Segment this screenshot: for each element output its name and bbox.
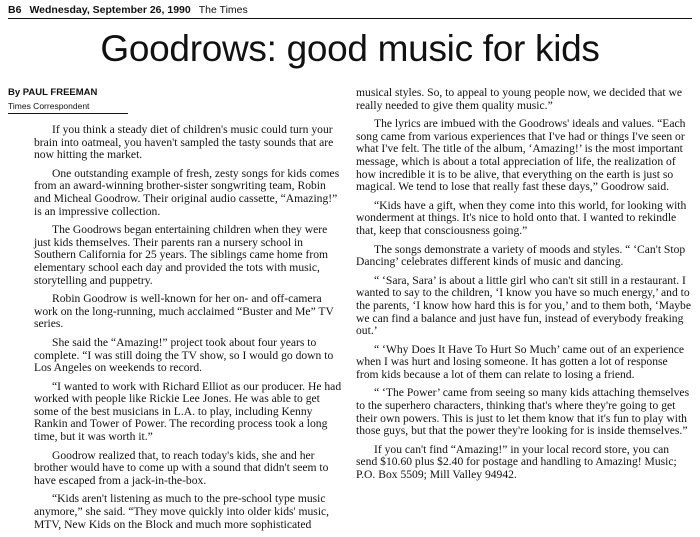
left-column bbox=[8, 87, 344, 537]
article-paragraph: “Kids aren't listening as much to the pre-school type music anymore,” she said. “They move quickly into older kids' music, MTV, New Kids on the Block and much more sophisticated bbox=[34, 492, 330, 531]
article-paragraph: “I wanted to work with Richard Elliot as our producer. He had worked with people like Rickie Lee Jones. He was able to get some of the best musicians in L.A. to play, including Kenny Rankin and Tower of Power. The recording process took a long time, but it was worth it.” bbox=[34, 379, 342, 444]
article-paragraph: If you think a steady diet of children's music could turn your brain into oatmeal, you haven't sampled the tasty sounds that are now hitting the market. bbox=[34, 123, 334, 162]
article-paragraph: Robin Goodrow is well-known for her on- and off-camera work on the long-running, much acclaimed “Buster and Me” TV series. bbox=[34, 292, 334, 331]
article-paragraph: “ ‘Sara, Sara’ is about a little girl who can't sit still in a restaurant. I wanted to say to the children, ‘I know you have so much energy,’ and to the parents, ‘I know how hard this is for you,’ and to them both, ‘Maybe we can find a balance and just have fun, instead of everybody freaking out.’ bbox=[356, 273, 691, 338]
article-paragraph: Goodrow realized that, to reach today's kids, she and her brother would have to come up with a sound that didn't seem to have escaped from a jack-in-the-box. bbox=[34, 448, 329, 487]
article-paragraph: “Kids have a gift, when they come into this world, for looking with wonderment at things. It's nice to hold onto that. I wanted to rekindle that, keep that consciousness going.” bbox=[356, 198, 687, 237]
byline-role: Times Correspondent bbox=[8, 101, 128, 114]
article-paragraph: “ ‘The Power’ came from seeing so many kids attaching themselves to the superhero characters, thinking that's where they're going to get their own powers. This is just to let them know that it's fun to play with those guys, but that the power they're looking for is inside themselves.” bbox=[356, 386, 690, 438]
article-paragraph: The Goodrows began entertaining children when they were just kids themselves. Their parents ran a nursery school in Southern California for 25 years. The siblings came home from elementary school each day and provided the tots with music, storytelling and puppetry. bbox=[34, 223, 329, 287]
article-body bbox=[8, 87, 692, 537]
article-paragraph: One outstanding example of fresh, zesty songs for kids comes from an award-winning brother-sister songwriting team, Robin and Micheal Goodrow. Their original audio cassette, “Amazing!” is an impressive collection. bbox=[34, 166, 340, 218]
folio-line bbox=[8, 4, 692, 16]
headline: Goodrows: good music for kids bbox=[100, 28, 600, 69]
paper-name: The Times bbox=[198, 4, 248, 16]
article-paragraph: The lyrics are imbued with the Goodrows' ideals and values. “Each song came from various experiences that I've had or things I've seen or what I've felt. The title of the album, ‘Amazing!’ is the most important message, which is about a total appreciation of life, the realization of how incredible it is to be alive, that everything on the earth is just so magical. We tend to lose that really fast these days,” Goodrow said. bbox=[356, 117, 686, 194]
article-paragraph: “ ‘Why Does It Have To Hurt So Much’ came out of an experience when I was hurt and losing someone. It has gotten a lot of response from kids because a lot of them can relate to losing a friend. bbox=[356, 342, 685, 381]
issue-date: Wednesday, September 26, 1990 bbox=[29, 4, 191, 16]
article-paragraph: If you can't find “Amazing!” in your local record store, you can send $10.60 plus $2.40 for postage and handling to Amazing! Music; P.O. Box 5509; Mill Valley 94942. bbox=[356, 442, 677, 482]
article-paragraph: She said the “Amazing!” project took about four years to complete. “I was still doing the TV show, so I would go down to Los Angeles on weekends to record. bbox=[34, 335, 334, 375]
article-paragraph: musical styles. So, to appeal to young people now, we decided that we really needed to give them quality music.” bbox=[356, 86, 683, 112]
page-number: B6 bbox=[8, 4, 22, 16]
byline: By PAUL FREEMAN bbox=[8, 87, 98, 98]
folio-rule bbox=[8, 18, 692, 19]
article-paragraph: The songs demonstrate a variety of moods and styles. “ ‘Can't Stop Dancing’ celebrates different kinds of music and dancing. bbox=[356, 242, 686, 269]
right-column bbox=[356, 87, 692, 537]
